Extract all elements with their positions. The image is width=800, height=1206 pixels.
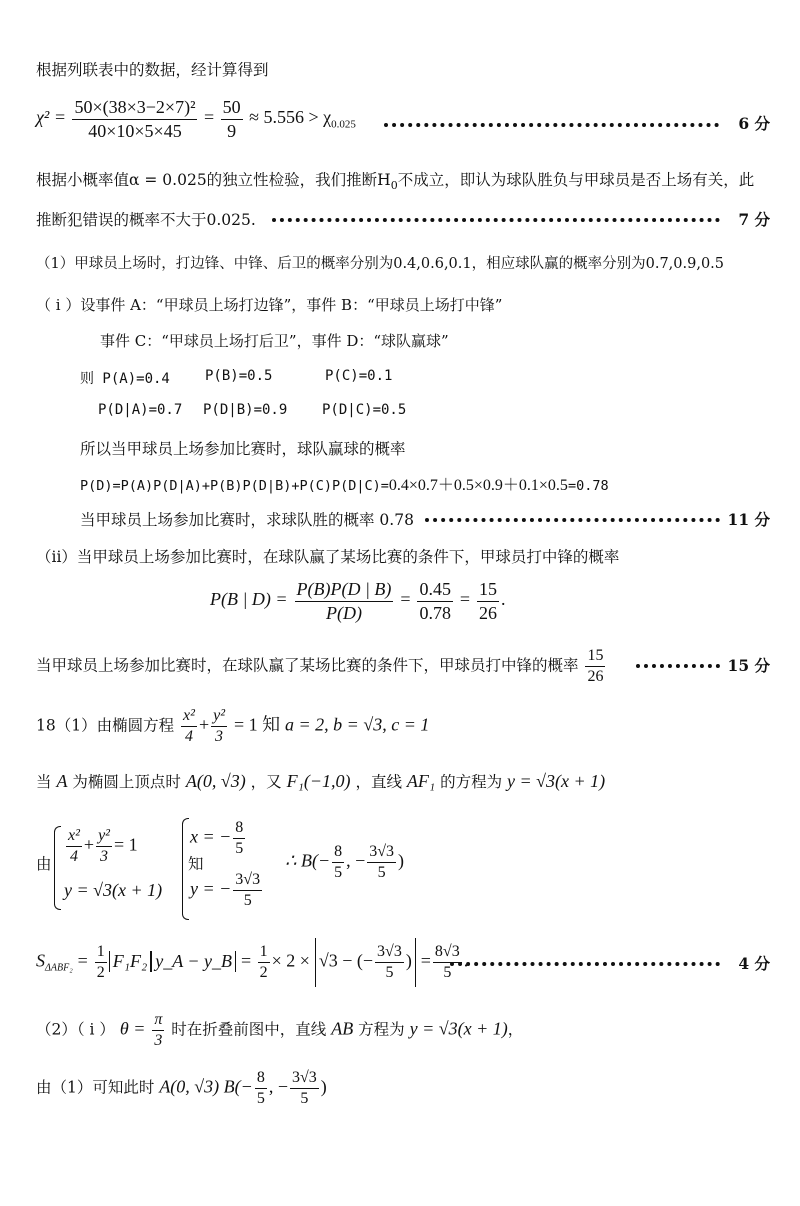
bayes-fraction-3	[477, 578, 499, 624]
prob-b: P(B)=0.5	[205, 368, 273, 384]
points-comma: , −	[268, 1076, 288, 1097]
total-prob-line	[80, 472, 772, 495]
score-dots-15	[636, 664, 720, 668]
text-line-10	[80, 437, 772, 459]
points-x-num: 8	[255, 1068, 267, 1089]
score-15: 15 分	[727, 656, 770, 675]
chi-denominator-2: 9	[227, 120, 237, 141]
ellipse-y2: y²	[211, 706, 227, 727]
ellipse-x2: x²	[181, 706, 197, 727]
point-b-x-num: 8	[332, 842, 344, 863]
vertex-line	[36, 770, 772, 792]
vertex-text-i: 的方程为	[440, 773, 503, 791]
area-half-num: 1	[95, 942, 107, 963]
point-b-x-den: 5	[334, 864, 343, 881]
sol-y-num: 3√3	[233, 870, 262, 891]
total-prob-formula: P(D)=P(A)P(D|A)+P(B)P(D|B)+P(C)P(D|C)=	[80, 478, 389, 494]
fold-part-label: （2）（ i ）	[36, 1020, 115, 1039]
points-line	[36, 1068, 772, 1109]
points-close: )	[320, 1076, 327, 1097]
total-prob-values: 0.4×0.7＋0.5×0.9＋0.1×0.5	[388, 477, 568, 494]
intro-text: 根据列联表中的数据，经计算得到	[36, 61, 269, 79]
center-prob-fraction	[585, 646, 605, 687]
area-eq: =	[77, 950, 88, 971]
vertex-text-e: ，又	[250, 773, 282, 791]
prob-a: 则 P(A)=0.4	[80, 371, 170, 387]
ellipse-frac-x	[181, 706, 197, 747]
ellipse-params: a = 2, b = √3, c = 1	[285, 714, 430, 735]
sys-eq1-rhs: = 1	[113, 834, 138, 855]
bayes-numerator-2: 0.45	[417, 578, 453, 602]
sys-3: 3	[100, 848, 109, 865]
score-dots-7	[272, 218, 720, 222]
chi-fraction-1	[72, 96, 197, 142]
vertex-text-a: 当	[36, 773, 52, 791]
area-abs-inner	[315, 938, 416, 987]
points-y-den: 5	[300, 1090, 309, 1107]
score-7: 7 分	[738, 210, 770, 229]
vertex-text-g: ，直线	[355, 773, 402, 791]
center-prob-result: 当甲球员上场参加比赛时，在球队赢了某场比赛的条件下，甲球员打中锋的概率	[36, 656, 579, 675]
score-dots-11	[425, 518, 720, 522]
sol-y: y = −	[190, 878, 232, 899]
part-ii-statement: （ii）当甲球员上场参加比赛时，在球队赢了某场比赛的条件下，甲球员打中锋的概率	[36, 548, 620, 566]
points-intro: 由（1）可知此时	[36, 1078, 155, 1097]
system-eq1: $\frac{\text{x²}}{4}$ + $\frac{\text{y²}}{3}$ = 1	[68, 827, 138, 865]
vertex-point-a: A(0, √3)	[185, 771, 246, 791]
sys-y2: y²	[96, 826, 112, 847]
error-probability-text: 推断犯错误的概率不大于0.025.	[36, 211, 256, 229]
win-prob-intro: 所以当甲球员上场参加比赛时，球队赢球的概率	[80, 440, 406, 458]
win-prob-result: 当甲球员上场参加比赛时，求球队胜的概率 0.78	[80, 511, 414, 529]
area-inner-close: )	[405, 950, 412, 971]
score-dots-6	[384, 123, 719, 127]
point-b-y-num: 3√3	[367, 842, 396, 863]
vertex-a: A	[56, 771, 68, 791]
chi-tail: ≈ 5.556 > χ	[249, 107, 332, 128]
point-b-y-den: 5	[377, 864, 386, 881]
text-line-1	[36, 58, 772, 80]
event-cd-def: 事件 C：“甲球员上场打后卫”，事件 D：“球队赢球”	[100, 332, 449, 350]
ellipse-3: 3	[215, 728, 224, 745]
sys-x2: x²	[66, 826, 82, 847]
point-b-comma: , −	[346, 850, 366, 871]
ellipse-intro: 18（1）由椭圆方程	[36, 716, 175, 735]
prob-line-2	[98, 402, 772, 418]
area-result-den: 5	[443, 964, 452, 982]
system-brace-2	[182, 818, 189, 920]
bayes-denominator: P(D)	[325, 602, 362, 623]
system-brace-1	[54, 826, 61, 910]
total-prob-result: =0.78	[567, 478, 609, 494]
sol-y-den: 5	[243, 892, 252, 909]
sol-x-den: 5	[235, 840, 244, 857]
system-eq2: y = √3(x + 1)	[64, 880, 163, 900]
chi-square-formula	[36, 96, 772, 142]
area-half-den-2: 2	[259, 964, 268, 982]
score-dots-4	[450, 962, 720, 966]
fold-ab: AB	[331, 1018, 354, 1039]
center-prob-den: 26	[587, 668, 604, 685]
point-b	[285, 842, 772, 883]
area-formula: $S_{\Delta ABF_2}$ = $\frac{1}{2}$ F₁F₂ y_A − y_B = $\frac{1}{2}$ × 2 × √3 − (− $\frac{3√3}{5}$ ) = $\frac{8√3}{5}$ .	[36, 938, 772, 987]
bayes-fraction-1	[295, 578, 394, 624]
area-s: S	[36, 950, 45, 971]
center-prob-num: 15	[585, 646, 605, 667]
score-4: 4 分	[738, 954, 770, 973]
text-line-5	[36, 252, 772, 273]
sys-4: 4	[69, 848, 78, 865]
bayes-denominator-2: 0.78	[419, 602, 451, 623]
area-times: × 2 ×	[271, 950, 310, 971]
prob-d-given-b: P(D|B)=0.9	[203, 402, 288, 418]
system-zhi: 知	[188, 855, 204, 873]
area-abs-f1f2: F₁F₂	[109, 951, 152, 972]
score-6: 6 分	[738, 114, 770, 133]
fold-pi: π	[152, 1010, 164, 1031]
bayes-fraction-2	[417, 578, 453, 624]
text-line-7	[100, 330, 772, 351]
bayes-formula: P(B | D) = $\frac{P(B)P(D | B)}{P(D)}$ = $\frac{0.45}{0.78}$ = $\frac{15}{26}$ .	[210, 579, 506, 623]
points-ab: A(0, √3) B(−	[159, 1076, 253, 1097]
hypothesis-text-a: 根据小概率值α = 0.025的独立性检验，我们推断H	[36, 171, 391, 189]
fold-text-c: 时在折叠前图中，直线	[171, 1020, 327, 1039]
chi-denominator: 40×10×5×45	[88, 120, 182, 141]
hypothesis-text-b: 不成立，即认为球队胜负与甲球员是否上场有关，此	[397, 171, 755, 189]
prob-line-1	[80, 368, 772, 388]
system-you: 由	[36, 855, 52, 873]
area-sub: ΔABF₂	[45, 962, 73, 974]
ellipse-frac-y	[211, 706, 227, 747]
area-abs-y: y_A − y_B	[151, 951, 236, 972]
fold-3: 3	[154, 1032, 163, 1049]
event-ab-def: （ i ）设事件 A：“甲球员上场打边锋”，事件 B：“甲球员上场打中锋”	[36, 296, 503, 314]
points-x-den: 5	[256, 1090, 265, 1107]
area-dot: .	[463, 950, 469, 971]
sol-x: x = −	[190, 826, 232, 847]
chi-lhs: χ² =	[36, 107, 66, 128]
bayes-numerator-3: 15	[477, 578, 499, 602]
text-line-3: 根据小概率值α = 0.025的独立性检验，我们推断$H_0$不成立，即认为球队胜负与甲球员是否上场有关，此	[36, 171, 755, 193]
point-b-close: )	[398, 850, 405, 871]
fold-theta: θ =	[119, 1018, 146, 1039]
text-line-6	[36, 294, 772, 315]
ellipse-line: 18（1）由椭圆方程 $\frac{\text{x²}}{4}$ + $\frac{\text{y²}}{3}$ = 1 知 a = 2, b = √3, c = 1	[36, 707, 430, 745]
vertex-af1: AF₁	[406, 771, 436, 791]
ellipse-eq: = 1 知	[233, 714, 281, 735]
fold-line-eq: y = √3(x + 1)	[409, 1018, 508, 1039]
vertex-f1: F₁(−1,0)	[286, 771, 351, 791]
chi-fraction-2	[221, 96, 243, 142]
text-line-13	[36, 545, 772, 567]
area-inner-den: 5	[385, 964, 394, 981]
point-b-prefix: ∴ B(−	[285, 850, 331, 871]
vertex-text-c: 为椭圆上顶点时	[72, 773, 181, 791]
bayes-lhs: P(B | D) =	[210, 589, 288, 609]
bayes-denominator-3: 26	[478, 602, 497, 623]
area-mid: =	[240, 950, 256, 971]
fold-line	[36, 1010, 772, 1051]
area-inner: √3 − (−	[318, 950, 374, 971]
prob-c: P(C)=0.1	[325, 368, 393, 384]
fold-text-e: 方程为	[358, 1020, 405, 1039]
fold-comma: ，	[507, 1020, 524, 1039]
chi-subscript: 0.025	[331, 118, 356, 131]
score-11: 11 分	[727, 510, 770, 529]
chi-numerator-2: 50	[221, 96, 243, 120]
chi-numerator: 50×(38×3−2×7)²	[72, 96, 197, 120]
sol-x-num: 8	[233, 818, 245, 839]
area-inner-num: 3√3	[375, 942, 404, 963]
area-half-num-2: 1	[258, 942, 270, 963]
area-half-den: 2	[96, 964, 105, 982]
points-y-num: 3√3	[290, 1068, 319, 1089]
part1-statement: （1）甲球员上场时，打边锋、中锋、后卫的概率分别为0.4,0.6,0.1，相应球队赢的概率分别为0.7,0.9,0.5	[36, 256, 725, 272]
chi-equals: =	[203, 107, 215, 128]
vertex-line-eq: y = √3(x + 1)	[507, 771, 606, 791]
bayes-numerator: P(B)P(D | B)	[295, 578, 394, 602]
area-result-num: 8√3	[433, 942, 462, 963]
ellipse-4: 4	[184, 728, 193, 745]
prob-d-given-c: P(D|C)=0.5	[322, 402, 407, 418]
prob-d-given-a: P(D|A)=0.7	[98, 402, 183, 418]
